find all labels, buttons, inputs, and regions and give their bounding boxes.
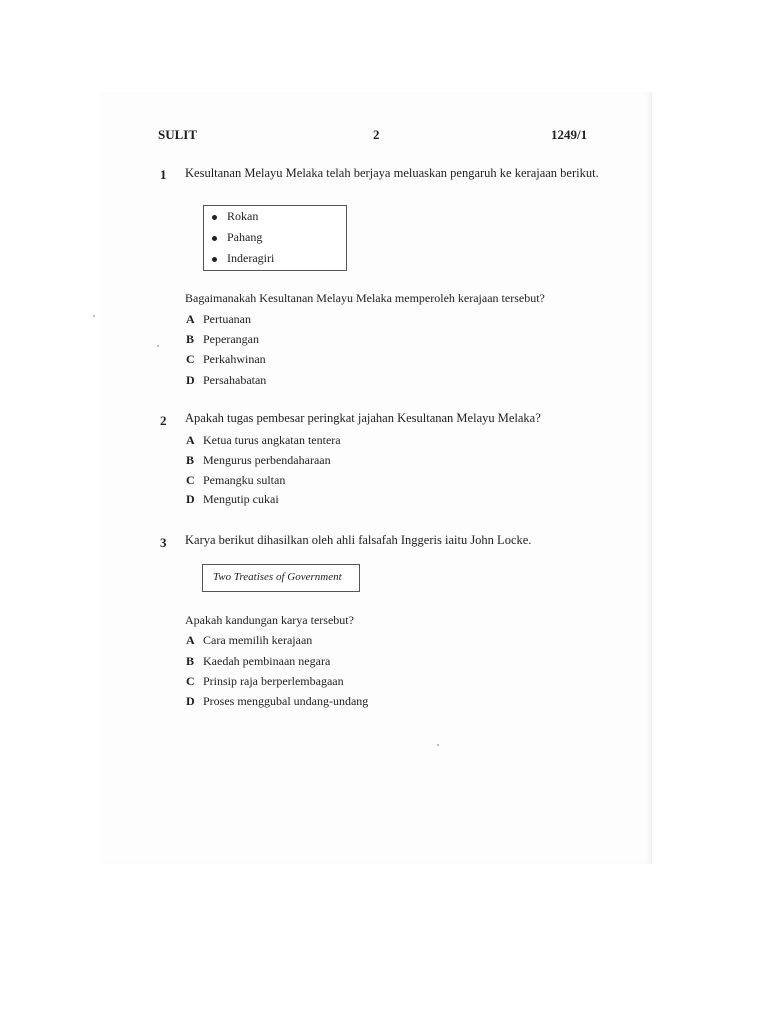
stimulus-list-item: Inderagiri — [212, 251, 274, 266]
question-2-stem: Apakah tugas pembesar peringkat jajahan Kesultanan Melayu Melaka? — [185, 411, 541, 425]
stimulus-list-item: Rokan — [212, 209, 258, 224]
question-3-stem: Karya berikut dihasilkan oleh ahli falsafah Inggeris iaitu John Locke. — [185, 533, 532, 547]
scan-speck — [93, 315, 95, 317]
question-3-option-a[interactable]: A Cara memilih kerajaan — [186, 633, 313, 647]
page-number: 2 — [373, 127, 380, 142]
question-2-option-b[interactable]: B Mengurus perbendaharaan — [186, 453, 331, 467]
question-2-number: 2 — [160, 413, 167, 428]
bullet-icon — [212, 236, 217, 241]
question-2-option-d[interactable]: D Mengutip cukai — [186, 492, 279, 506]
question-1-stimulus-box — [203, 205, 347, 271]
bullet-icon — [212, 215, 217, 220]
question-3-number: 3 — [160, 535, 167, 550]
book-title: Two Treatises of Government — [213, 571, 342, 583]
question-3-question: Apakah kandungan karya tersebut? — [185, 613, 354, 627]
question-1-option-c[interactable]: C Perkahwinan — [186, 352, 266, 366]
question-1-option-b[interactable]: B Peperangan — [186, 332, 259, 346]
question-2-option-c[interactable]: C Pemangku sultan — [186, 473, 286, 487]
question-3-option-b[interactable]: B Kaedah pembinaan negara — [186, 654, 331, 668]
question-3-stimulus-box — [202, 564, 360, 592]
header-sulit: SULIT — [158, 127, 198, 142]
scan-speck — [157, 345, 159, 347]
question-1-option-d[interactable]: D Persahabatan — [186, 373, 267, 387]
question-1-option-a[interactable]: A Pertuanan — [186, 312, 251, 326]
question-3-option-c[interactable]: C Prinsip raja berperlembagaan — [186, 674, 344, 688]
exam-page — [100, 92, 652, 864]
question-3-option-d[interactable]: D Proses menggubal undang-undang — [186, 694, 369, 708]
bullet-icon — [212, 257, 217, 262]
question-1-number: 1 — [160, 167, 167, 182]
question-1-stem: Kesultanan Melayu Melaka telah berjaya meluaskan pengaruh ke kerajaan berikut. — [185, 166, 599, 180]
stimulus-list-item: Pahang — [212, 230, 262, 245]
question-1-question: Bagaimanakah Kesultanan Melayu Melaka memperoleh kerajaan tersebut? — [185, 291, 545, 305]
paper-code: 1249/1 — [551, 127, 588, 142]
question-2-option-a[interactable]: A Ketua turus angkatan tentera — [186, 433, 341, 447]
scan-speck — [437, 744, 439, 746]
